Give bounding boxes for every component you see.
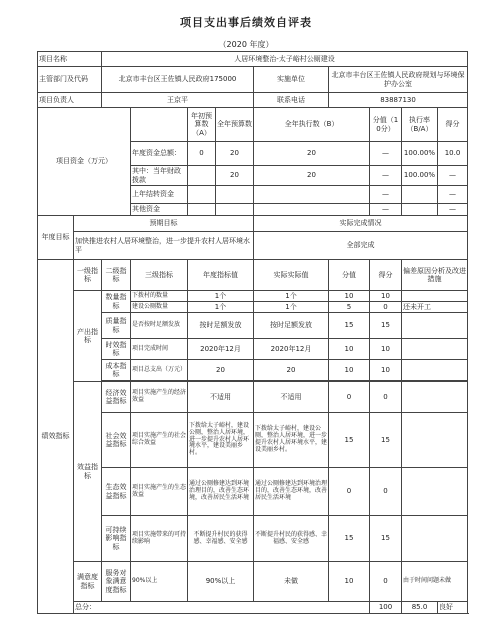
total-label: 总分： (74, 602, 370, 614)
form-year: （2020 年度） (218, 40, 274, 49)
leader-label: 项目负责人 (38, 93, 102, 108)
indicator-reason (402, 413, 468, 468)
funds-row-got: — (438, 186, 468, 204)
funds-row-score: — (370, 142, 402, 166)
indicator-actual: 不适用 (254, 382, 329, 413)
funds-row-label: 年度资金总额： (131, 142, 188, 166)
indicator-reason (402, 360, 468, 381)
phone-value: 83887130 (329, 93, 468, 108)
satisfaction-label: 满意度指标 (74, 562, 102, 602)
funds-row-budget: 20 (216, 166, 254, 186)
indicator-got: 15 (370, 516, 402, 562)
indicator-row (38, 516, 468, 562)
indicator-target: 1个 (188, 302, 254, 313)
satisfaction-reason: 由于时间问题未做 (402, 562, 468, 602)
funds-row-rate: 100.00% (402, 166, 438, 186)
funds-row-exec (254, 186, 370, 204)
header-got: 得分 (370, 260, 402, 291)
satisfaction-target: 90%以上 (188, 562, 254, 602)
goal-content-row (38, 232, 468, 260)
unit-label: 实施单位 (254, 67, 329, 93)
indicator-l2: 时效指标 (102, 339, 131, 360)
funds-header-blank (131, 108, 188, 142)
indicator-score: 0 (329, 468, 370, 516)
funds-row-got: — (438, 166, 468, 186)
funds-row-init (188, 204, 216, 216)
indicator-reason: 还未开工 (402, 302, 468, 313)
indicator-target: 不断提升村民的获得感、幸福感、安全感 (188, 516, 254, 562)
indicator-actual: 1个 (254, 302, 329, 313)
total-grade: 良好 (438, 602, 468, 614)
indicator-got: 0 (370, 302, 402, 313)
indicator-reason (402, 291, 468, 302)
funds-row-exec (254, 204, 370, 216)
indicator-row (38, 413, 468, 468)
perf-label: 绩效指标 (38, 260, 74, 614)
indicator-l2: 可持续影响指标 (102, 516, 131, 562)
department-row (38, 67, 468, 93)
satisfaction-row (38, 562, 468, 602)
goal-actual: 全部完成 (254, 232, 468, 260)
indicator-l2: 质量指标 (102, 313, 131, 339)
indicator-reason (402, 382, 468, 413)
funds-row-exec: 20 (254, 142, 370, 166)
funds-row-budget: 20 (216, 142, 254, 166)
indicator-score: 10 (329, 360, 370, 381)
goal-expected-header: 预期目标 (74, 216, 254, 232)
indicator-l2: 经济效益指标 (102, 382, 131, 413)
project-name-label: 项目名称 (38, 52, 102, 67)
funds-row-score: — (370, 186, 402, 204)
indicator-got: 10 (370, 360, 402, 381)
funds-row-score: — (370, 204, 402, 216)
indicator-target: 通过公厕修建达到环境治理目的，改善生态环境，改善居民生活环境 (188, 468, 254, 516)
indicator-target: 不适用 (188, 382, 254, 413)
funds-header-rate: 执行率（B/A） (402, 108, 438, 142)
satisfaction-got: 0 (370, 562, 402, 602)
funds-row-budget (216, 186, 254, 204)
goal-expected: 加快推进农村人居环境整治，进一步提升农村人居环境水平 (74, 232, 254, 260)
funds-row-budget (216, 204, 254, 216)
funds-row-label: 上年结转资金 (131, 186, 188, 204)
indicator-score: 10 (329, 339, 370, 360)
indicator-got: 15 (370, 413, 402, 468)
goal-header-row (38, 216, 468, 232)
indicator-reason (402, 468, 468, 516)
project-name-row (38, 52, 468, 67)
funds-header-row (38, 108, 468, 142)
funds-header-exec: 全年执行数（B） (254, 108, 370, 142)
indicator-actual: 不断提升村民的获得感、幸福感、安全感 (254, 516, 329, 562)
indicator-actual: 1个 (254, 291, 329, 302)
indicator-score: 0 (329, 382, 370, 413)
indicator-l3: 建设公厕数量 (131, 302, 188, 313)
indicator-l3: 项目实施带来的可持续影响 (131, 516, 188, 562)
evaluation-table (37, 51, 468, 614)
indicator-actual: 下拨给太子峪村，建设公厕，整治人居环境，进一步提升农村人居环境水平，建设美丽乡村。 (254, 413, 329, 468)
total-score: 100 (370, 602, 402, 614)
department-value: 北京市丰台区王佐镇人民政府175000 (102, 67, 254, 93)
indicator-target: 1个 (188, 291, 254, 302)
indicator-row (38, 313, 468, 339)
indicator-actual: 20 (254, 360, 329, 381)
indicator-score: 15 (329, 313, 370, 339)
header-l2: 二级指标 (102, 260, 131, 291)
indicator-header-row (38, 260, 468, 291)
indicator-l3: 是否按时足额发放 (131, 313, 188, 339)
phone-label: 联系电话 (254, 93, 329, 108)
header-score: 分值 (329, 260, 370, 291)
satisfaction-l3: 90%以上 (131, 562, 188, 602)
project-name-value: 人居环境整治-太子峪村公厕建设 (102, 52, 468, 67)
header-target: 年度指标值 (188, 260, 254, 291)
indicator-reason (402, 516, 468, 562)
leader-row (38, 93, 468, 108)
output-label: 产出指标 (74, 291, 102, 382)
indicator-target: 20 (188, 360, 254, 381)
satisfaction-score: 10 (329, 562, 370, 602)
funds-header-score: 分值（10分） (370, 108, 402, 142)
indicator-l3: 项目实施产生的社会综合效益 (131, 413, 188, 468)
funds-row-rate: 100.00% (402, 142, 438, 166)
indicator-row (38, 291, 468, 302)
goal-label: 年度目标 (38, 216, 74, 260)
indicator-score: 5 (329, 302, 370, 313)
indicator-l2: 社会效益指标 (102, 413, 131, 468)
indicator-reason (402, 313, 468, 339)
funds-row-init (188, 186, 216, 204)
indicator-reason (402, 339, 468, 360)
indicator-l3: 项目实施产生的经济效益 (131, 382, 188, 413)
indicator-l2: 生态效益指标 (102, 468, 131, 516)
form-title: 项目支出事后绩效自评表 (180, 16, 312, 29)
header-actual: 实际实际值 (254, 260, 329, 291)
funds-header-got: 得分 (438, 108, 468, 142)
satisfaction-l2: 服务对象满意度指标 (102, 562, 131, 602)
funds-row-rate (402, 186, 438, 204)
total-row (38, 602, 468, 614)
funds-header-init: 年初预算数（A） (188, 108, 216, 142)
benefit-label: 效益指标 (74, 382, 102, 562)
total-got: 85.0 (402, 602, 438, 614)
department-label: 主管部门及代码 (38, 67, 102, 93)
funds-row-got: — (438, 204, 468, 216)
indicator-l2: 数量指标 (102, 291, 131, 313)
indicator-got: 10 (370, 339, 402, 360)
indicator-got: 15 (370, 313, 402, 339)
funds-row-score: — (370, 166, 402, 186)
indicator-actual: 通过公厕修建达到环境治理目的，改善生态环境，改善居民生活环境 (254, 468, 329, 516)
funds-row-init: 0 (188, 142, 216, 166)
header-l3: 三级指标 (131, 260, 188, 291)
funds-row-got: 10.0 (438, 142, 468, 166)
funds-label: 项目资金（万元） (38, 108, 131, 216)
funds-row-label: 其他资金 (131, 204, 188, 216)
indicator-l3: 项目实施产生的生态效益 (131, 468, 188, 516)
indicator-target: 按时足额发放 (188, 313, 254, 339)
funds-row-init (188, 166, 216, 186)
goal-actual-header: 实际完成情况 (254, 216, 468, 232)
indicator-l3: 项目完成时间 (131, 339, 188, 360)
indicator-l3: 下拨村的数量 (131, 291, 188, 302)
indicator-score: 10 (329, 291, 370, 302)
indicator-target: 下拨给太子峪村，建设公厕，整治人居环境，进一步提升农村人居环境水平，建设美丽乡村。 (188, 413, 254, 468)
funds-header-budget: 全年预算数 (216, 108, 254, 142)
leader-value: 王京平 (102, 93, 254, 108)
header-l1: 一级指标 (74, 260, 102, 291)
header-reason: 偏差原因分析及改进措施 (402, 260, 468, 291)
funds-row-rate (402, 204, 438, 216)
indicator-row (38, 339, 468, 360)
funds-row-exec: 20 (254, 166, 370, 186)
satisfaction-actual: 未做 (254, 562, 329, 602)
indicator-got: 0 (370, 382, 402, 413)
indicator-row (38, 468, 468, 516)
indicator-score: 15 (329, 516, 370, 562)
indicator-target: 2020年12月 (188, 339, 254, 360)
indicator-row (38, 382, 468, 413)
indicator-l2: 成本指标 (102, 360, 131, 381)
indicator-l3: 项目总支出（万元） (131, 360, 188, 381)
indicator-got: 10 (370, 291, 402, 302)
indicator-got: 0 (370, 468, 402, 516)
indicator-actual: 按时足额发放 (254, 313, 329, 339)
indicator-actual: 2020年12月 (254, 339, 329, 360)
indicator-score: 15 (329, 413, 370, 468)
unit-value: 北京市丰台区王佐镇人民政府规划与环境保护办公室 (329, 67, 468, 93)
indicator-row (38, 360, 468, 381)
funds-row-label: 其中：当年财政拨款 (131, 166, 188, 186)
